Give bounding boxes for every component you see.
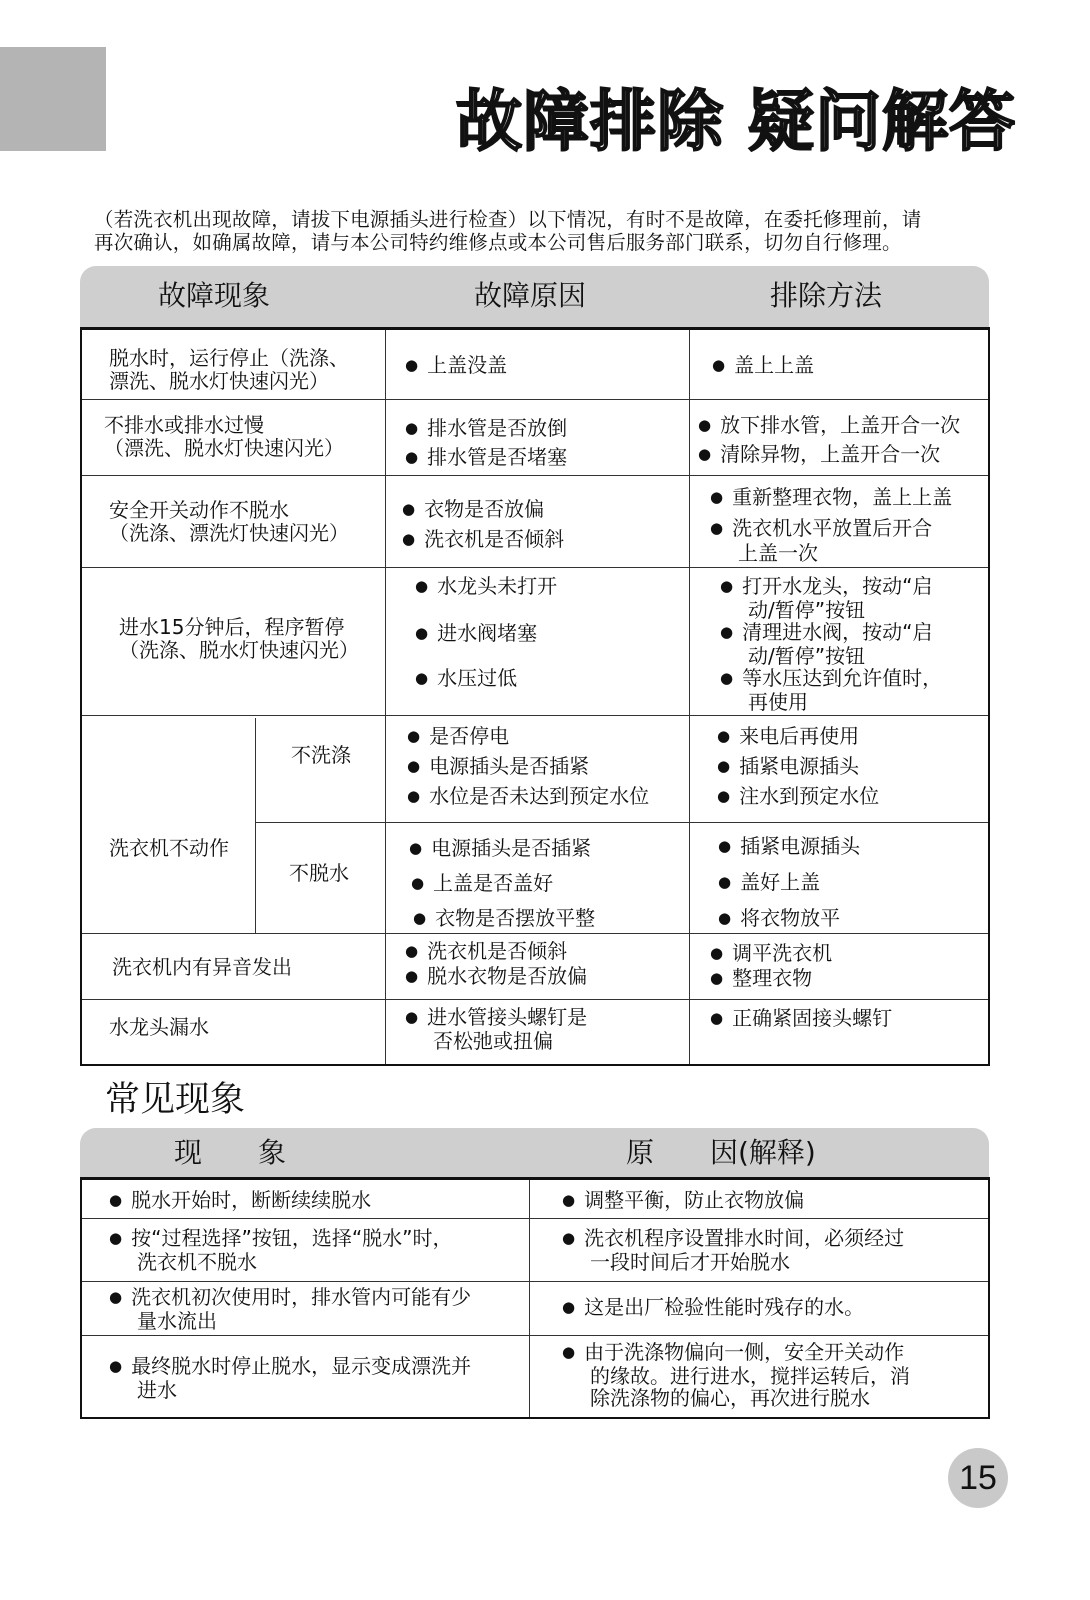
table-row-reason: ● 洗衣机程序设置排水时间，必须经过 一段时间后才开始脱水 <box>562 1227 904 1273</box>
table-row-symptom: 进水15分钟后，程序暂停 （洗涤、脱水灯快速闪光） <box>119 615 359 662</box>
table-row-symptom: 脱水时，运行停止（洗涤、 漂洗、脱水灯快速闪光） <box>109 346 349 393</box>
intro-line: 再次确认，如确属故障，请与本公司特约维修点或本公司售后服务部门联系，切勿自行修理。 <box>94 231 902 254</box>
section-title: 常见现象 <box>105 1080 246 1120</box>
table-row-fix: ● 重新整理衣物，盖上上盖 ● 洗衣机水平放置后开合 上盖一次 <box>710 486 952 565</box>
header-solution: 排除方法 <box>770 279 883 312</box>
table-row-fix: ● 正确紧固接头螺钉 <box>710 1007 892 1032</box>
table-row-phenomenon: ● 最终脱水时停止脱水，显示变成漂洗并 进水 <box>109 1355 471 1401</box>
table-row-phenomenon: ● 按“过程选择”按钮，选择“脱水”时， 洗衣机不脱水 <box>109 1227 453 1273</box>
table-row-reason: ● 这是出厂检验性能时残存的水。 <box>562 1296 864 1321</box>
row-divider <box>82 475 988 476</box>
header-symptom: 故障现象 <box>158 279 271 312</box>
table-row-cause: ● 排水管是否放倒 ● 排水管是否堵塞 <box>405 415 567 473</box>
row-divider <box>82 399 988 400</box>
sub-condition-label: 不洗涤 <box>291 743 351 767</box>
table-row-reason: ● 调整平衡，防止衣物放偏 <box>562 1189 804 1214</box>
table-row-symptom: 不排水或排水过慢 （漂洗、脱水灯快速闪光） <box>104 413 344 460</box>
table-row-cause: ● 衣物是否放偏 ● 洗衣机是否倾斜 <box>402 495 564 555</box>
page-title: 故障排除 疑问解答 <box>456 83 1016 160</box>
common-phenomena-table <box>80 1177 990 1419</box>
table-row-symptom: 水龙头漏水 <box>109 1015 209 1039</box>
troubleshooting-table-header <box>80 266 989 328</box>
troubleshooting-table <box>80 327 990 1066</box>
row-divider <box>82 1335 988 1336</box>
table-row-fix: ● 放下排水管，上盖开合一次 ● 清除异物，上盖开合一次 <box>700 412 960 470</box>
table-row-fix: ● 打开水龙头，按动“启 动/暂停”按钮 ● 清理进水阀，按动“启 动/暂停”按钮 ● 等水压达到允许值时， 再使用 <box>720 575 942 713</box>
intro-paragraph <box>94 208 1004 254</box>
page-number: 15 <box>948 1448 1008 1508</box>
table-row-cause: ● 洗衣机是否倾斜 ● 脱水衣物是否放偏 <box>405 940 587 990</box>
common-phenomena-header <box>80 1128 989 1178</box>
intro-line: （若洗衣机出现故障，请拔下电源插头进行检查）以下情况，有时不是故障，在委托修理前，请 <box>94 208 922 231</box>
column-divider <box>529 1180 530 1417</box>
table-row-cause: ● 电源插头是否插紧 ● 上盖是否盖好 ● 衣物是否摆放平整 <box>409 832 595 937</box>
column-divider <box>255 718 256 933</box>
row-divider <box>82 1218 988 1219</box>
row-divider <box>82 999 988 1000</box>
table-row-symptom: 洗衣机内有异音发出 <box>112 955 292 979</box>
table-row-phenomenon: ● 洗衣机初次使用时，排水管内可能有少 量水流出 <box>109 1286 471 1332</box>
table-row-fix: ● 插紧电源插头 ● 盖好上盖 ● 将衣物放平 <box>718 829 860 937</box>
table-row-fix: ● 来电后再使用 ● 插紧电源插头 ● 注水到预定水位 <box>717 722 879 812</box>
column-divider <box>385 330 386 1064</box>
table-row-fix: ● 调平洗衣机 ● 整理衣物 <box>710 942 832 992</box>
table-row-phenomenon: ● 脱水开始时，断断续续脱水 <box>109 1189 371 1214</box>
table-row-symptom: 洗衣机不动作 <box>109 836 229 860</box>
row-divider <box>255 822 988 823</box>
table-row-cause: ● 是否停电 ● 电源插头是否插紧 ● 水位是否未达到预定水位 <box>407 722 649 812</box>
row-divider <box>82 1281 988 1282</box>
table-row-cause: ● 进水管接头螺钉是 否松弛或扭偏 <box>405 1006 587 1052</box>
header-cause: 故障原因 <box>474 279 587 312</box>
table-row-reason: ● 由于洗涤物偏向一侧，安全开关动作 的缘故。进行进水，搅拌运转后，消 除洗涤物的偏心，再次进行脱水 <box>562 1341 910 1409</box>
row-divider <box>82 567 988 568</box>
row-divider <box>82 715 988 716</box>
table-row-fix: ● 盖上上盖 <box>712 354 814 379</box>
corner-tab-decoration <box>0 47 106 151</box>
table-row-symptom: 安全开关动作不脱水 （洗涤、漂洗灯快速闪光） <box>109 498 349 545</box>
header-phenomenon: 现 象 <box>174 1136 287 1169</box>
sub-condition-label: 不脱水 <box>289 861 349 885</box>
table-row-cause: ● 上盖没盖 <box>405 354 507 379</box>
header-reason: 原 因(解释) <box>626 1136 816 1169</box>
table-row-cause: ● 水龙头未打开 ● 进水阀堵塞 ● 水压过低 <box>415 575 557 692</box>
column-divider <box>689 330 690 1064</box>
